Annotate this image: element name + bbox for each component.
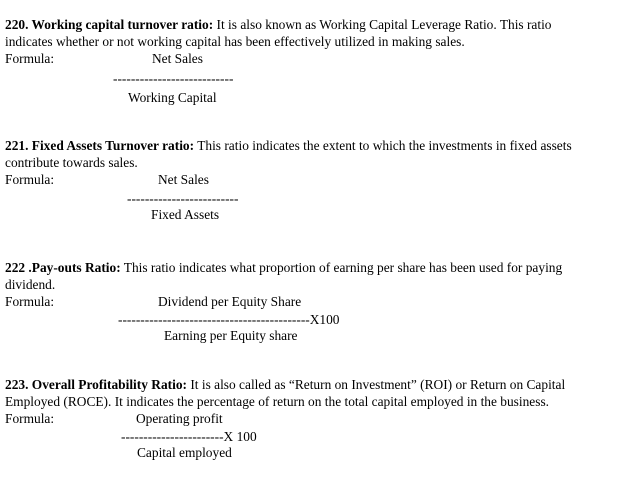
section-220-numerator: Net Sales [152,51,203,66]
section-223-denominator: Capital employed [137,445,232,460]
section-220-heading: 220. Working capital turnover ratio: [5,17,214,32]
section-220-divider: --------------------------- [113,71,234,86]
section-221-numerator: Net Sales [158,172,209,187]
section-223-divider: -----------------------X 100 [121,429,257,444]
section-220-formula-label: Formula: [5,51,55,66]
section-222-desc-line2: dividend. [5,277,56,292]
section-221-denominator: Fixed Assets [151,207,220,222]
section-223-desc-line2: Employed (ROCE). It indicates the percentage of return on the total capital employed in the business. [5,394,550,409]
section-221-divider: ------------------------- [127,191,239,206]
section-222-desc-line1: This ratio indicates what proportion of earning per share has been used for paying [120,260,563,275]
section-222-numerator: Dividend per Equity Share [158,294,302,309]
section-220-denominator: Working Capital [128,90,217,105]
section-222-formula-label: Formula: [5,294,55,309]
section-221-heading: 221. Fixed Assets Turnover ratio: [5,138,195,153]
section-221-desc-line2: contribute towards sales. [5,155,138,170]
section-220-desc-line1: It is also known as Working Capital Leverage Ratio. This ratio [213,17,552,32]
section-223-heading: 223. Overall Profitability Ratio: [5,377,187,392]
section-221-formula-label: Formula: [5,172,55,187]
section-222-heading-line [5,260,562,276]
section-220-heading-line [5,17,552,33]
section-221-heading-line [5,138,572,154]
section-223-desc-line1: It is also called as “Return on Investment” (ROI) or Return on Capital [186,377,566,392]
section-223-numerator: Operating profit [136,411,223,426]
section-223-formula-label: Formula: [5,411,55,426]
section-222-heading: 222 .Pay-outs Ratio: [5,260,121,275]
section-221-desc-line1: This ratio indicates the extent to which the investments in fixed assets [194,138,572,153]
section-223-heading-line [5,377,565,393]
section-222-divider: -------------------------------------------X100 [118,312,340,327]
section-222-denominator: Earning per Equity share [164,328,298,343]
section-220-desc-line2: indicates whether or not working capital has been effectively utilized in making sales. [5,34,465,49]
